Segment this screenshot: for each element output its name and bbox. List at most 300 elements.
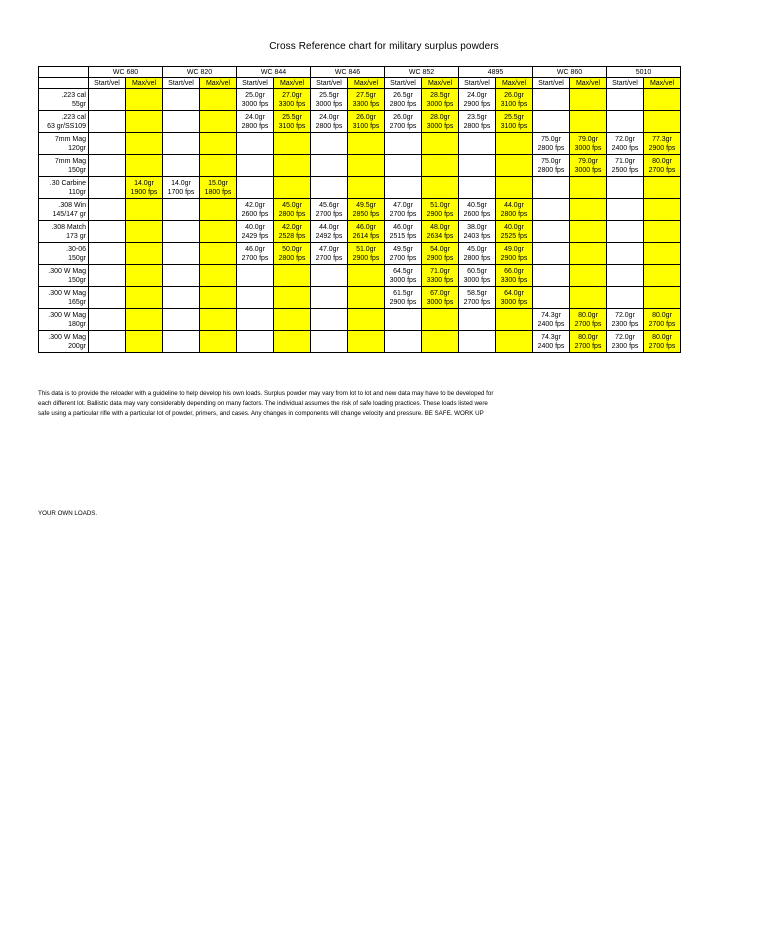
start-load-cell [163,133,200,155]
velocity: 2525 fps [500,232,528,240]
start-load-cell [385,243,422,265]
velocity: 2600 fps [463,210,491,218]
velocity: 2700 fps [463,298,491,306]
velocity: 3100 fps [500,100,528,108]
max-load-cell [126,265,163,287]
cartridge-row [39,133,681,155]
max-load-cell [644,309,681,331]
bullet-weight: 145/147 gr [52,210,86,218]
start-load-cell [89,111,126,133]
charge-weight: 80.0gr [578,311,598,319]
bullet-weight: 150gr [68,166,86,174]
start-load-cell [385,309,422,331]
max-load-cell [644,177,681,199]
velocity: 2429 fps [241,232,269,240]
max-load-cell [644,133,681,155]
start-load-cell [89,309,126,331]
start-vel-header: Start/vel [163,78,200,89]
max-vel-header: Max/vel [644,78,681,89]
start-load-cell [607,331,644,353]
velocity: 2900 fps [648,144,676,152]
max-load-cell [644,111,681,133]
max-load-cell [126,331,163,353]
start-load-cell [89,199,126,221]
max-load-cell [126,243,163,265]
velocity: 2528 fps [278,232,306,240]
velocity: 2700 fps [389,122,417,130]
start-load-cell [89,221,126,243]
charge-weight: 38.0gr [467,223,487,231]
charge-weight: 14.0gr [171,179,191,187]
start-vel-header: Start/vel [533,78,570,89]
velocity: 2900 fps [463,100,491,108]
max-load-cell [496,287,533,309]
start-load-cell [533,111,570,133]
start-load-cell [237,155,274,177]
start-load-cell [311,111,348,133]
velocity: 2900 fps [500,254,528,262]
velocity: 3300 fps [500,276,528,284]
max-load-cell [644,155,681,177]
cartridge-name: .300 W Mag [48,289,86,297]
start-load-cell [385,265,422,287]
bullet-weight: 120gr [68,144,86,152]
max-load-cell [570,265,607,287]
charge-weight: 26.0gr [504,91,524,99]
charge-weight: 28.0gr [430,113,450,121]
max-load-cell [348,243,385,265]
powder-header: 4895 [459,67,533,78]
start-load-cell [533,133,570,155]
velocity: 2900 fps [426,254,454,262]
velocity: 2300 fps [611,320,639,328]
charge-weight: 72.0gr [615,135,635,143]
cartridge-name: .308 Win [58,201,86,209]
max-load-cell [570,221,607,243]
max-load-cell [126,309,163,331]
velocity: 2800 fps [537,166,565,174]
start-load-cell [459,89,496,111]
cartridge-name: .308 Match [51,223,86,231]
cartridge-name: 7mm Mag [54,135,86,143]
velocity: 2800 fps [537,144,565,152]
powder-header: 5010 [607,67,681,78]
start-load-cell [163,111,200,133]
start-load-cell [163,243,200,265]
start-load-cell [163,287,200,309]
charge-weight: 27.0gr [282,91,302,99]
max-load-cell [570,111,607,133]
charge-weight: 23.5gr [467,113,487,121]
charge-weight: 45.0gr [467,245,487,253]
max-load-cell [274,199,311,221]
charge-weight: 27.5gr [356,91,376,99]
powder-header: WC 680 [89,67,163,78]
velocity: 2400 fps [537,320,565,328]
velocity: 2700 fps [389,254,417,262]
max-load-cell [200,111,237,133]
max-load-cell [348,309,385,331]
max-load-cell [200,309,237,331]
start-load-cell [385,287,422,309]
velocity: 3300 fps [352,100,380,108]
velocity: 2700 fps [241,254,269,262]
start-load-cell [459,133,496,155]
velocity: 2500 fps [611,166,639,174]
charge-weight: 42.0gr [245,201,265,209]
start-vel-header: Start/vel [311,78,348,89]
max-load-cell [422,155,459,177]
bullet-weight: 200gr [68,342,86,350]
cartridge-label [39,331,89,353]
velocity: 2400 fps [611,144,639,152]
start-load-cell [89,89,126,111]
disclaimer-line: each different lot. Ballistic data may vary considerably depending on many factors. The individual assumes the risk of safe loading practices. These loads listed were [38,400,488,407]
charge-weight: 80.0gr [578,333,598,341]
cartridge-label [39,265,89,287]
charge-weight: 74.3gr [541,311,561,319]
charge-weight: 75.0gr [541,157,561,165]
start-load-cell [311,155,348,177]
charge-weight: 44.0gr [319,223,339,231]
max-load-cell [422,221,459,243]
max-load-cell [126,89,163,111]
max-load-cell [422,111,459,133]
velocity: 2700 fps [315,254,343,262]
max-load-cell [496,309,533,331]
velocity: 3000 fps [241,100,269,108]
start-load-cell [385,111,422,133]
start-vel-header: Start/vel [459,78,496,89]
max-load-cell [348,89,385,111]
corner-cell [39,78,89,89]
charge-weight: 40.0gr [504,223,524,231]
start-load-cell [607,309,644,331]
velocity: 1900 fps [130,188,158,196]
cartridge-label [39,89,89,111]
charge-weight: 26.0gr [393,113,413,121]
start-load-cell [607,89,644,111]
start-load-cell [459,177,496,199]
powder-header: WC 852 [385,67,459,78]
charge-weight: 71.0gr [430,267,450,275]
max-load-cell [644,287,681,309]
max-load-cell [644,199,681,221]
velocity: 3000 fps [574,166,602,174]
cartridge-name: .300 W Mag [48,311,86,319]
max-load-cell [422,331,459,353]
start-vel-header: Start/vel [385,78,422,89]
start-load-cell [459,221,496,243]
start-load-cell [237,331,274,353]
powder-header-row [39,67,681,78]
velocity: 2700 fps [648,342,676,350]
max-load-cell [496,133,533,155]
charge-weight: 25.5gr [282,113,302,121]
velocity: 3000 fps [389,276,417,284]
bullet-weight: 165gr [68,298,86,306]
powder-reference-table [38,66,681,353]
max-load-cell [200,221,237,243]
cartridge-label [39,133,89,155]
start-load-cell [163,199,200,221]
velocity: 2403 fps [463,232,491,240]
velocity: 2900 fps [426,210,454,218]
max-load-cell [570,89,607,111]
max-load-cell [422,309,459,331]
cartridge-label [39,155,89,177]
velocity: 2492 fps [315,232,343,240]
max-load-cell [496,221,533,243]
start-load-cell [385,199,422,221]
max-load-cell [200,287,237,309]
max-load-cell [644,89,681,111]
start-load-cell [533,199,570,221]
start-load-cell [311,265,348,287]
charge-weight: 48.0gr [430,223,450,231]
start-load-cell [311,287,348,309]
max-load-cell [348,133,385,155]
start-load-cell [385,221,422,243]
charge-weight: 15.0gr [208,179,228,187]
max-vel-header: Max/vel [200,78,237,89]
start-load-cell [89,177,126,199]
start-load-cell [533,331,570,353]
max-load-cell [126,133,163,155]
cartridge-row [39,309,681,331]
max-load-cell [348,111,385,133]
max-load-cell [570,287,607,309]
max-load-cell [274,89,311,111]
max-load-cell [126,111,163,133]
start-load-cell [237,177,274,199]
bullet-weight: 110gr [68,188,86,196]
charge-weight: 24.0gr [245,113,265,121]
start-load-cell [533,287,570,309]
start-load-cell [459,309,496,331]
start-load-cell [311,221,348,243]
max-load-cell [348,221,385,243]
start-load-cell [89,243,126,265]
velocity: 1700 fps [167,188,195,196]
max-load-cell [422,89,459,111]
velocity: 3100 fps [352,122,380,130]
max-load-cell [126,199,163,221]
velocity: 3000 fps [426,298,454,306]
max-load-cell [496,155,533,177]
cartridge-row [39,199,681,221]
max-load-cell [496,199,533,221]
charge-weight: 47.0gr [319,245,339,253]
max-vel-header: Max/vel [126,78,163,89]
charge-weight: 25.5gr [319,91,339,99]
charge-weight: 40.5gr [467,201,487,209]
cartridge-name: .30-06 [66,245,86,253]
charge-weight: 45.0gr [282,201,302,209]
velocity: 3000 fps [426,100,454,108]
start-load-cell [533,265,570,287]
start-load-cell [607,221,644,243]
start-load-cell [311,177,348,199]
velocity: 2400 fps [537,342,565,350]
start-load-cell [385,331,422,353]
velocity: 2800 fps [463,122,491,130]
powder-header: WC 844 [237,67,311,78]
charge-weight: 54.0gr [430,245,450,253]
cartridge-name: .223 cal [61,91,86,99]
start-load-cell [607,111,644,133]
cartridge-name: .30 Carbine [49,179,86,187]
start-load-cell [459,199,496,221]
start-load-cell [311,199,348,221]
charge-weight: 44.0gr [504,201,524,209]
cartridge-row [39,243,681,265]
charge-weight: 28.5gr [430,91,450,99]
charge-weight: 79.0gr [578,157,598,165]
max-load-cell [644,331,681,353]
start-load-cell [533,177,570,199]
max-load-cell [496,331,533,353]
start-load-cell [533,221,570,243]
max-load-cell [348,265,385,287]
start-load-cell [607,155,644,177]
max-load-cell [274,309,311,331]
velocity: 2700 fps [574,342,602,350]
velocity: 2900 fps [352,254,380,262]
cartridge-label [39,287,89,309]
bullet-weight: 173 gr [66,232,86,240]
max-load-cell [348,177,385,199]
start-load-cell [385,133,422,155]
max-load-cell [422,133,459,155]
start-load-cell [459,331,496,353]
start-load-cell [533,89,570,111]
max-load-cell [200,199,237,221]
cartridge-name: .223 cal [61,113,86,121]
charge-weight: 45.6gr [319,201,339,209]
start-load-cell [311,89,348,111]
charge-weight: 51.0gr [356,245,376,253]
cartridge-label [39,111,89,133]
charge-weight: 67.0gr [430,289,450,297]
cartridge-name: .300 W Mag [48,267,86,275]
charge-weight: 72.0gr [615,333,635,341]
charge-weight: 66.0gr [504,267,524,275]
max-load-cell [200,177,237,199]
charge-weight: 42.0gr [282,223,302,231]
max-load-cell [200,133,237,155]
corner-cell [39,67,89,78]
max-load-cell [644,243,681,265]
cartridge-row [39,221,681,243]
charge-weight: 49.5gr [393,245,413,253]
start-vel-header: Start/vel [89,78,126,89]
start-load-cell [311,243,348,265]
velocity: 2700 fps [648,320,676,328]
max-load-cell [274,133,311,155]
charge-weight: 64.5gr [393,267,413,275]
velocity: 1800 fps [204,188,232,196]
charge-weight: 26.0gr [356,113,376,121]
start-load-cell [385,177,422,199]
cartridge-name: 7mm Mag [54,157,86,165]
charge-weight: 60.5gr [467,267,487,275]
charge-weight: 58.5gr [467,289,487,297]
velocity: 2800 fps [463,254,491,262]
cartridge-label [39,221,89,243]
start-load-cell [459,265,496,287]
velocity: 2700 fps [574,320,602,328]
bullet-weight: 150gr [68,254,86,262]
start-load-cell [385,155,422,177]
max-vel-header: Max/vel [422,78,459,89]
max-load-cell [274,287,311,309]
start-load-cell [237,199,274,221]
max-vel-header: Max/vel [496,78,533,89]
max-load-cell [200,331,237,353]
max-load-cell [570,133,607,155]
velocity: 3000 fps [315,100,343,108]
cartridge-row [39,265,681,287]
velocity: 2600 fps [241,210,269,218]
start-load-cell [607,177,644,199]
velocity: 3000 fps [426,122,454,130]
start-load-cell [237,309,274,331]
max-load-cell [126,177,163,199]
charge-weight: 46.0gr [356,223,376,231]
start-load-cell [89,133,126,155]
powder-header: WC 820 [163,67,237,78]
max-load-cell [422,287,459,309]
charge-weight: 61.5gr [393,289,413,297]
max-load-cell [348,199,385,221]
disclaimer-line: This data is to provide the reloader with a guideline to help develop his own loads. Surplus powder may vary from lot to lot and new data may have to be developed for [38,390,494,397]
charge-weight: 46.0gr [393,223,413,231]
velocity: 2800 fps [500,210,528,218]
start-load-cell [89,155,126,177]
start-load-cell [459,243,496,265]
max-load-cell [570,177,607,199]
max-load-cell [644,221,681,243]
charge-weight: 71.0gr [615,157,635,165]
velocity: 2850 fps [352,210,380,218]
charge-weight: 80.0gr [652,311,672,319]
powder-header: WC 860 [533,67,607,78]
cartridge-row [39,287,681,309]
velocity: 2300 fps [611,342,639,350]
max-vel-header: Max/vel [570,78,607,89]
start-load-cell [89,331,126,353]
start-load-cell [89,265,126,287]
max-load-cell [274,111,311,133]
charge-weight: 74.3gr [541,333,561,341]
charge-weight: 72.0gr [615,311,635,319]
max-load-cell [422,265,459,287]
charge-weight: 26.5gr [393,91,413,99]
velocity: 3100 fps [278,122,306,130]
cartridge-row [39,89,681,111]
max-load-cell [570,309,607,331]
page-title: Cross Reference chart for military surplus powders [269,41,499,52]
velocity: 3000 fps [500,298,528,306]
charge-weight: 50.0gr [282,245,302,253]
charge-weight: 24.0gr [467,91,487,99]
start-load-cell [311,331,348,353]
bullet-weight: 180gr [68,320,86,328]
charge-weight: 24.0gr [319,113,339,121]
charge-weight: 14.0gr [134,179,154,187]
max-load-cell [422,177,459,199]
